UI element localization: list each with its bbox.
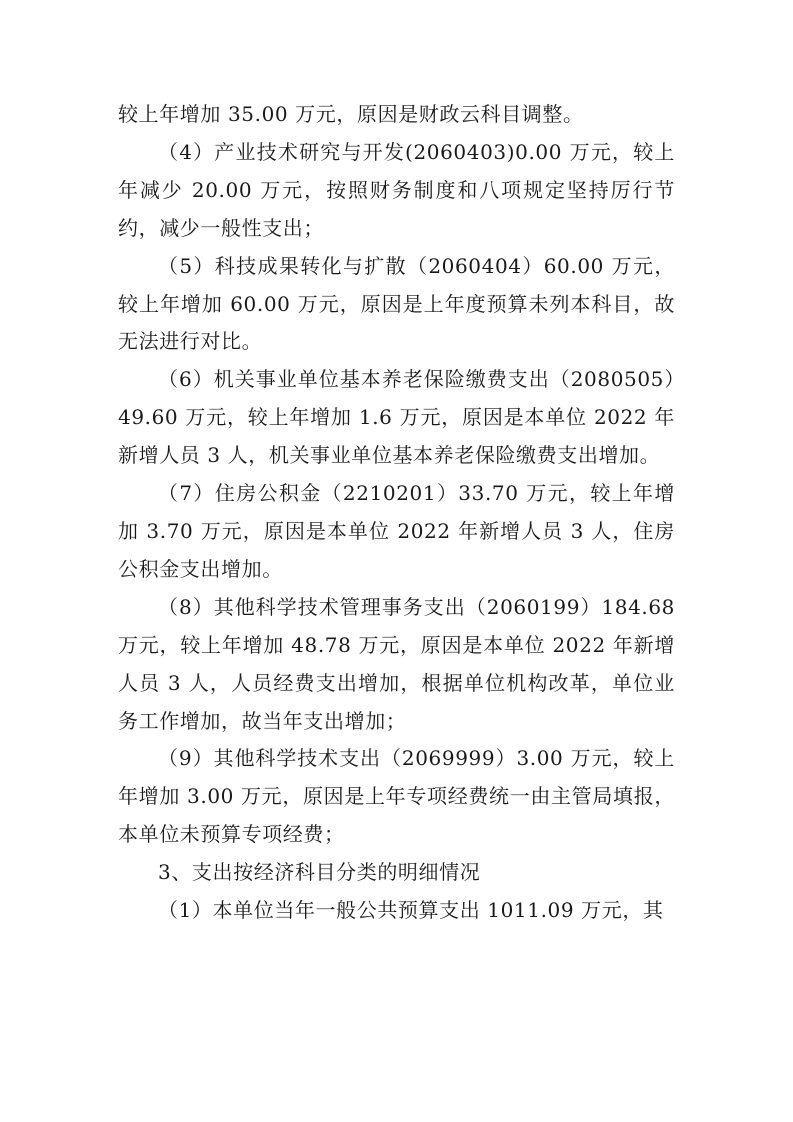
- paragraph-item-8: （8）其他科学技术管理事务支出（2060199）184.68 万元，较上年增加 48.78 万元，原因是本单位 2022 年新增人员 3 人，人员经费支出增加，根据单位机构改革，单位业务工作增加，故当年支出增加；: [118, 594, 675, 733]
- paragraph-item-7: （7）住房公积金（2210201）33.70 万元，较上年增加 3.70 万元，原因是本单位 2022 年新增人员 3 人，住房公积金支出增加。: [118, 481, 675, 581]
- paragraph-subitem-1: （1）本单位当年一般公共预算支出 1011.09 万元，其: [158, 898, 664, 923]
- paragraph-continuation: 较上年增加 35.00 万元，原因是财政云科目调整。: [118, 102, 584, 126]
- paragraph-item-4: （4）产业技术研究与开发(2060403)0.00 万元，较上年减少 20.00 万元，按照财务制度和八项规定坚持厉行节约，减少一般性支出；: [118, 139, 675, 240]
- paragraph-item-5: （5）科技成果转化与扩散（2060404）60.00 万元，较上年增加 60.00 万元，原因是上年度预算未列本科目，故无法进行对比。: [118, 253, 675, 354]
- paragraph-item-6: （6）机关事业单位基本养老保险缴费支出（2080505）49.60 万元，较上年增加 1.6 万元，原因是本单位 2022 年新增人员 3 人，机关事业单位基本养老保险缴费支出增加。: [118, 367, 675, 468]
- paragraph-item-9: （9）其他科学技术支出（2069999）3.00 万元，较上年增加 3.00 万元，原因是上年专项经费统一由主管局填报，本单位未预算专项经费；: [118, 746, 675, 847]
- section-heading-3: 3、支出按经济科目分类的明细情况: [158, 860, 481, 885]
